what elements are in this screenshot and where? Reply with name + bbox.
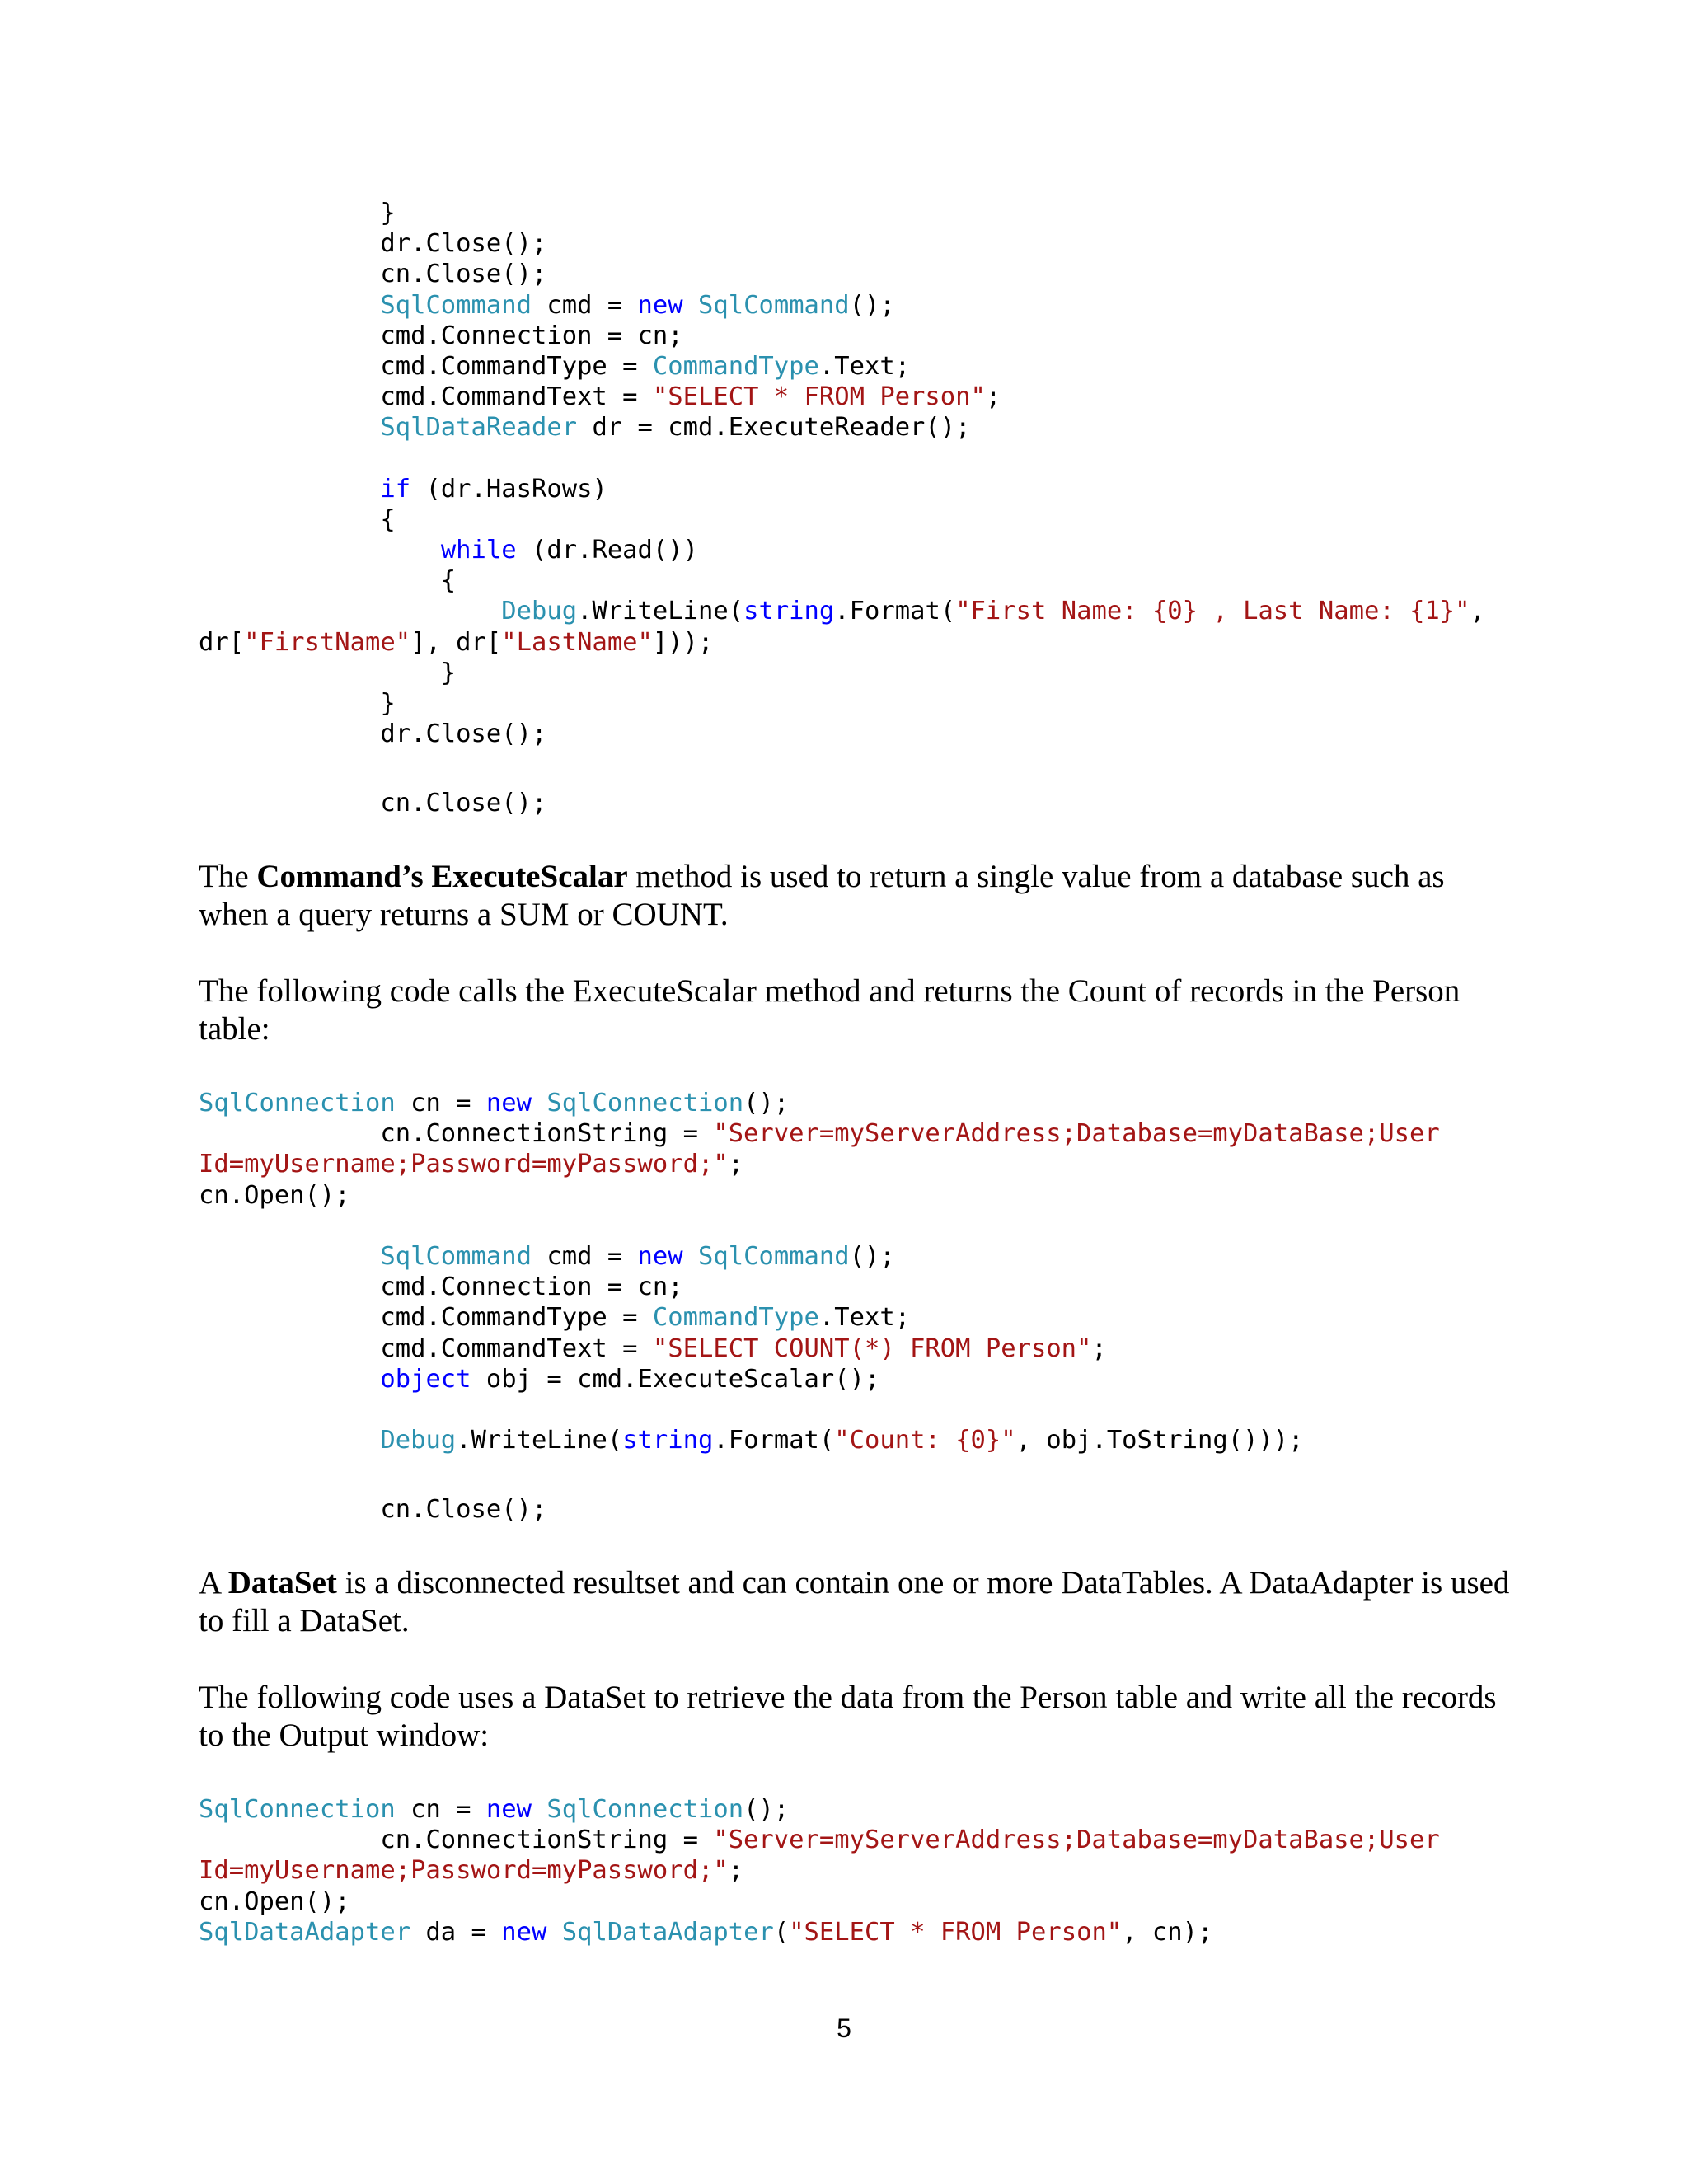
paragraph-execute-scalar xyxy=(199,858,1517,934)
code-text-token: dr = cmd.ExecuteReader(); xyxy=(577,413,971,443)
paragraph-text: The following code calls the ExecuteScalar method and returns the Count of records in the Person table: xyxy=(199,973,1461,1047)
code-text-token: (dr.Read()) xyxy=(516,536,698,565)
paragraph-dataset-example xyxy=(199,1679,1517,1755)
string-literal-token: "First Name: {0} , Last Name: {1}" xyxy=(955,597,1470,626)
keyword-token: new xyxy=(637,290,683,320)
code-text-token: cn.Close(); xyxy=(199,260,547,289)
code-line xyxy=(199,412,1485,443)
code-text-token: , obj.ToString())); xyxy=(1015,1426,1304,1455)
code-block-2 xyxy=(199,1088,1440,1525)
keyword-token: while xyxy=(440,536,517,565)
code-line xyxy=(199,1088,1440,1118)
code-text-token: ; xyxy=(728,1150,744,1179)
code-text-token: cn = xyxy=(395,1089,486,1118)
code-text-token: cmd.CommandType = xyxy=(199,351,653,381)
code-line xyxy=(199,1180,1440,1211)
keyword-token: new xyxy=(485,1795,532,1824)
code-text-token: } xyxy=(199,658,457,687)
type-name-token: CommandType xyxy=(652,351,819,381)
type-name-token: Debug xyxy=(501,597,578,626)
keyword-token: new xyxy=(485,1089,532,1118)
code-block-1 xyxy=(199,198,1485,819)
type-name-token: SqlDataAdapter xyxy=(199,1917,411,1947)
code-line xyxy=(199,228,1485,259)
code-line xyxy=(199,1494,1440,1525)
code-text-token xyxy=(199,1365,380,1394)
page-number: 5 xyxy=(837,2013,851,2043)
type-name-token: SqlConnection xyxy=(546,1795,744,1824)
code-line xyxy=(199,1855,1440,1886)
code-line xyxy=(199,627,1485,658)
paragraph-text: The following code uses a DataSet to retrieve the data from the Person table and write all the records to the Output window: xyxy=(199,1680,1497,1753)
type-name-token: SqlDataReader xyxy=(380,413,578,443)
code-blank-line xyxy=(199,443,1485,474)
keyword-token: object xyxy=(380,1364,471,1394)
string-literal-token: "FirstName" xyxy=(244,627,411,657)
code-line xyxy=(199,351,1485,382)
type-name-token: CommandType xyxy=(652,1303,819,1333)
code-line xyxy=(199,1241,1440,1272)
string-literal-token: Id=myUsername;Password=myPassword;" xyxy=(199,1856,729,1886)
code-line xyxy=(199,259,1485,289)
code-blank-line xyxy=(199,749,1485,788)
bold-term: Command’s ExecuteScalar xyxy=(256,859,628,894)
type-name-token: Debug xyxy=(380,1426,457,1455)
paragraph-execute-scalar-example xyxy=(199,972,1517,1048)
string-literal-token: "Server=myServerAddress;Database=myDataBase;User xyxy=(713,1119,1440,1149)
string-literal-token: "SELECT COUNT(*) FROM Person" xyxy=(652,1333,1092,1363)
code-line xyxy=(199,1886,1440,1917)
code-text-token: ; xyxy=(1091,1333,1107,1363)
keyword-token: new xyxy=(501,1917,547,1947)
code-text-token: .Format( xyxy=(713,1426,835,1455)
code-text-token: (dr.HasRows) xyxy=(410,474,607,504)
type-name-token: SqlConnection xyxy=(199,1089,396,1118)
code-text-token: cn.Open(); xyxy=(199,1180,350,1210)
code-text-token: cn.ConnectionString = xyxy=(199,1825,714,1855)
code-text-token: ( xyxy=(773,1917,790,1947)
code-text-token: .Text; xyxy=(818,351,911,381)
code-text-token xyxy=(199,597,501,626)
type-name-token: SqlConnection xyxy=(546,1089,744,1118)
code-text-token: (); xyxy=(849,290,895,320)
code-text-token: dr.Close(); xyxy=(199,229,547,259)
code-line xyxy=(199,688,1485,719)
code-text-token xyxy=(199,291,380,320)
code-text-token: cmd.Connection = cn; xyxy=(199,1272,683,1302)
code-text-token: cmd = xyxy=(532,1241,638,1271)
code-line xyxy=(199,1149,1440,1179)
paragraph-dataset xyxy=(199,1564,1517,1640)
type-name-token: SqlCommand xyxy=(380,290,532,320)
code-line xyxy=(199,474,1485,504)
string-literal-token: "Server=myServerAddress;Database=myDataBase;User xyxy=(713,1825,1440,1855)
code-text-token: ; xyxy=(985,382,1001,412)
code-text-token xyxy=(532,1795,546,1824)
code-line xyxy=(199,382,1485,412)
code-text-token: (); xyxy=(743,1089,790,1118)
string-literal-token: Id=myUsername;Password=myPassword;" xyxy=(199,1150,729,1179)
code-text-token: { xyxy=(199,504,396,534)
code-line xyxy=(199,1272,1440,1302)
code-text-token: cmd = xyxy=(532,290,638,320)
string-literal-token: "SELECT * FROM Person" xyxy=(652,382,986,412)
type-name-token: SqlConnection xyxy=(199,1795,396,1824)
code-line xyxy=(199,535,1485,565)
code-line xyxy=(199,658,1485,688)
paragraph-text: A xyxy=(199,1565,228,1601)
string-literal-token: "SELECT * FROM Person" xyxy=(789,1917,1123,1947)
code-text-token: da = xyxy=(410,1917,502,1947)
code-text-token: ; xyxy=(728,1856,744,1886)
code-text-token: obj = cmd.ExecuteScalar(); xyxy=(471,1364,880,1394)
bold-term: DataSet xyxy=(227,1565,337,1601)
paragraph-text: The xyxy=(199,859,257,894)
code-line xyxy=(199,1364,1440,1394)
code-text-token xyxy=(683,291,698,320)
code-text-token xyxy=(532,1089,546,1118)
code-blank-line xyxy=(199,1394,1440,1425)
code-text-token: cmd.CommandText = xyxy=(199,1333,653,1363)
code-text-token: } xyxy=(199,199,396,227)
type-name-token: SqlCommand xyxy=(380,1241,532,1271)
code-text-token: cn.Open(); xyxy=(199,1886,350,1916)
keyword-token: string xyxy=(622,1426,714,1455)
code-text-token: .WriteLine( xyxy=(577,597,744,626)
code-line xyxy=(199,565,1485,596)
code-text-token xyxy=(199,475,380,504)
code-text-token xyxy=(683,1242,698,1271)
code-text-token: , xyxy=(1470,597,1485,626)
code-text-token: cmd.CommandType = xyxy=(199,1303,653,1333)
code-line xyxy=(199,1302,1440,1333)
string-literal-token: "LastName" xyxy=(501,627,653,657)
code-text-token: .Text; xyxy=(818,1303,911,1333)
code-line xyxy=(199,1825,1440,1855)
code-text-token: .WriteLine( xyxy=(456,1426,623,1455)
type-name-token: SqlDataAdapter xyxy=(561,1917,774,1947)
code-text-token: dr[ xyxy=(199,627,245,657)
keyword-token: new xyxy=(637,1241,683,1271)
code-text-token xyxy=(199,1242,380,1271)
code-line xyxy=(199,321,1485,351)
code-text-token: { xyxy=(199,566,457,596)
code-text-token: cmd.CommandText = xyxy=(199,382,653,412)
paragraph-text: method is used to return a single value from a database such as when a query returns a SUM or COUNT. xyxy=(199,859,1445,932)
code-text-token: (); xyxy=(743,1795,790,1824)
code-text-token: .Format( xyxy=(834,597,956,626)
code-blank-line xyxy=(199,1455,1440,1494)
code-line xyxy=(199,788,1485,818)
code-text-token xyxy=(199,413,380,442)
code-line xyxy=(199,198,1485,228)
type-name-token: SqlCommand xyxy=(698,290,850,320)
code-text-token: , cn); xyxy=(1122,1917,1213,1947)
code-text-token: cn.ConnectionString = xyxy=(199,1119,714,1149)
code-line xyxy=(199,1118,1440,1149)
keyword-token: if xyxy=(380,474,411,504)
code-line xyxy=(199,1917,1440,1947)
code-text-token: cn.Close(); xyxy=(199,1495,547,1525)
code-text-token xyxy=(199,1426,380,1455)
code-block-3 xyxy=(199,1794,1440,1947)
code-text-token: cmd.Connection = cn; xyxy=(199,321,683,350)
code-line xyxy=(199,1425,1440,1455)
type-name-token: SqlCommand xyxy=(698,1241,850,1271)
code-line xyxy=(199,1794,1440,1825)
code-line xyxy=(199,504,1485,535)
code-text-token: dr.Close(); xyxy=(199,719,547,749)
code-text-token: (); xyxy=(849,1241,895,1271)
code-text-token xyxy=(199,536,441,565)
paragraph-text: is a disconnected resultset and can contain one or more DataTables. A DataAdapter is used to fill a DataSet. xyxy=(199,1565,1510,1638)
code-line xyxy=(199,1333,1440,1364)
code-blank-line xyxy=(199,1211,1440,1241)
code-line xyxy=(199,719,1485,749)
keyword-token: string xyxy=(743,597,835,626)
string-literal-token: "Count: {0}" xyxy=(834,1426,1016,1455)
code-text-token: ])); xyxy=(652,627,714,657)
code-line xyxy=(199,290,1485,321)
code-text-token: cn.Close(); xyxy=(199,789,547,818)
code-text-token: cn = xyxy=(395,1795,486,1824)
code-line xyxy=(199,596,1485,626)
code-text-token xyxy=(546,1918,561,1947)
code-text-token: } xyxy=(199,689,396,718)
code-text-token: ], dr[ xyxy=(410,627,502,657)
